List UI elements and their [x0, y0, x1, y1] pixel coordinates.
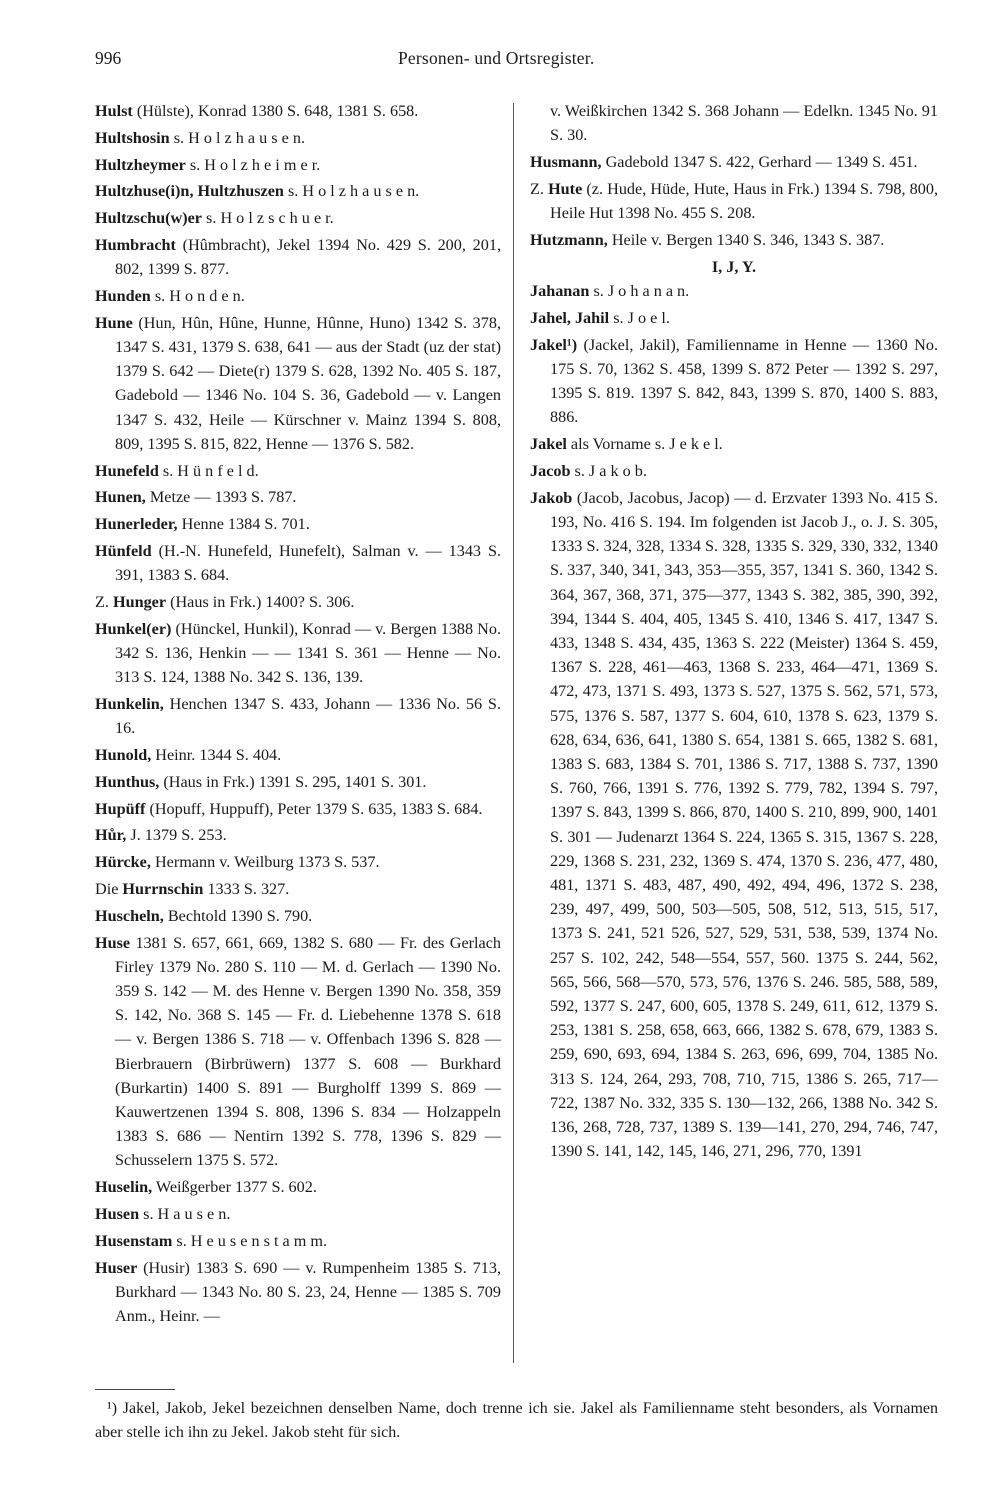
entry-text: (Haus in Frk.) 1391 S. 295, 1401 S. 301. [159, 772, 427, 791]
entry-text: Heinr. 1344 S. 404. [151, 745, 282, 764]
entry-text: (z. Hude, Hüde, Hute, Haus in Frk.) 1394 S. 798, 800, Heile Hut 1398 No. 455 S. 208. [550, 179, 939, 222]
index-entry [95, 153, 501, 177]
entry-headword: Husmann, [530, 153, 602, 171]
entry-text: (Hülste), Konrad 1380 S. 648, 1381 S. 658. [132, 102, 419, 120]
index-entry [530, 99, 938, 147]
entry-text: als Vorname s. J e k e l. [566, 435, 723, 454]
index-entry [95, 311, 501, 456]
entry-text: s. J o e l. [609, 309, 670, 327]
index-entry [95, 1229, 501, 1253]
entry-headword: Jacob [530, 462, 571, 480]
entry-headword: Hultzschu(w)er [95, 209, 202, 228]
entry-text: Henne 1384 S. 701. [177, 515, 310, 534]
index-entry [95, 485, 501, 509]
entry-headword: Husen [95, 1204, 140, 1223]
entry-headword: Hulst [95, 102, 133, 120]
entry-text: (Hun, Hûn, Hûne, Hunne, Hûnne, Huno) 1342 S. 378, 1347 S. 431, 1379 S. 638, 641 — aus der Stadt (uz der stat) 1379 S. 642 — Diete(r) 1379 S. 628, 1392 No. 405 S. 187, Gadebold — 1346 No. 104 S. 36, Gadebold — v. Langen 1347 S. 432, Heile — Kürschner v. Mainz 1394 S. 808, 809, 1395 S. 815, 822, Henne — 1376 S. 582. [115, 313, 501, 453]
entry-headword: Jakel [530, 435, 567, 454]
index-entry [95, 233, 501, 281]
entry-prefix: Z. [95, 592, 113, 611]
index-entry [95, 877, 501, 901]
index-entry [530, 228, 938, 252]
right-column [530, 99, 938, 1163]
index-entry [530, 459, 938, 483]
entry-headword: Hune [95, 313, 133, 332]
index-entry [95, 179, 501, 203]
index-entry [95, 539, 501, 587]
entry-headword: Hunden [95, 286, 151, 305]
index-entry [95, 1256, 501, 1329]
running-title: Personen- und Ortsregister. [398, 48, 595, 68]
index-entry [530, 333, 938, 430]
entry-headword: Hutzmann, [530, 230, 608, 249]
entry-headword: Hultshosin [95, 128, 170, 147]
entry-text: s. J o h a n a n. [589, 282, 690, 301]
entry-text: J. 1379 S. 253. [126, 826, 227, 845]
entry-headword: Hute [548, 179, 583, 198]
entry-headword: Hultzhuse(i)n, Hultzhuszen [95, 182, 284, 201]
index-entry [530, 486, 938, 1164]
entry-headword: Jakel¹) [530, 335, 578, 354]
entry-headword: Hunold, [95, 745, 152, 764]
entry-text: s. H o l z s c h u e r. [202, 209, 334, 228]
entry-text: (Husir) 1383 S. 690 — v. Rumpenheim 1385 S. 713, Burkhard — 1343 No. 80 S. 23, 24, Henne — 1385 S. 709 Anm., Heinr. — [115, 1258, 501, 1325]
entry-headword: Huse [95, 933, 131, 952]
index-entry [95, 823, 501, 847]
index-entry [95, 692, 501, 740]
entry-text: s. J a k o b. [570, 462, 647, 480]
entry-headword: Hunkel(er) [95, 619, 172, 638]
entry-text: (Hopuff, Huppuff), Peter 1379 S. 635, 1383 S. 684. [145, 799, 483, 818]
entry-text: s. H ü n f e l d. [158, 461, 259, 480]
page-number: 996 [95, 48, 122, 68]
entry-text: (Jacob, Jacobus, Jacop) — d. Erzvater 1393 No. 415 S. 193, No. 416 S. 194. Im folgenden ist Jacob J., o. J. S. 305, 1333 S. 324, 328, 1334 S. 328, 1335 S. 329, 330, 332, 1340 S. 337, 340, 341, 343, 353—355, 357, 1341 S. 360, 1342 S. 364, 367, 368, 371, 375—377, 1343 S. 382, 385, 390, 392, 394, 1344 S. 404, 405, 1345 S. 410, 1346 S. 417, 1347 S. 433, 1348 S. 434, 435, 1363 S. 222 (Meister) 1364 S. 459, 1367 S. 228, 461—463, 1368 S. 233, 464—471, 1369 S. 472, 473, 1371 S. 493, 1373 S. 527, 1375 S. 562, 571, 573, 575, 1376 S. 587, 1377 S. 604, 610, 1378 S. 623, 1379 S. 628, 634, 636, 641, 1380 S. 654, 1381 S. 665, 1382 S. 681, 1383 S. 683, 1384 S. 701, 1386 S. 717, 1388 S. 737, 1390 S. 760, 766, 1391 S. 776, 1392 S. 779, 782, 1394 S. 797, 1397 S. 843, 1399 S. 866, 870, 1400 S. 210, 899, 900, 1401 S. 301 — Judenarzt 1364 S. 224, 1365 S. 315, 1367 S. 228, 229, 1368 S. 231, 232, 1369 S. 474, 1370 S. 236, 477, 480, 481, 1371 S. 483, 487, 490, 492, 494, 496, 1372 S. 238, 239, 497, 499, 500, 503—505, 508, 512, 513, 515, 517, 1373 S. 241, 521 526, 527, 529, 531, 538, 539, 1374 No. 257 S. 102, 242, 548—554, 557, 560. 1375 S. 244, 562, 565, 566, 568—570, 573, 576, 1376 S. 246. 585, 588, 589, 592, 1377 S. 247, 600, 605, 1378 S. 249, 611, 612, 1379 S. 253, 1381 S. 258, 658, 663, 666, 1382 S. 678, 679, 1383 S. 259, 690, 693, 694, 1384 S. 263, 696, 699, 704, 1385 No. 313 S. 124, 264, 293, 708, 710, 715, 1386 S. 265, 717—722, 1387 No. 332, 335 S. 130—132, 266, 1388 No. 342 S. 136, 268, 728, 737, 1389 S. 139—141, 270, 294, 746, 747, 1390 S. 141, 142, 145, 146, 271, 296, 770, 1391 [550, 488, 938, 1161]
entry-headword: Huselin, [95, 1178, 153, 1197]
entry-text: s. H o n d e n. [150, 286, 245, 305]
index-entry [95, 284, 501, 308]
index-entry [95, 850, 501, 874]
entry-headword: Jakob [530, 488, 573, 507]
entry-text: (Jackel, Jakil), Familienname in Henne — 1360 No. 175 S. 70, 1362 S. 458, 1399 S. 872 Peter — 1392 S. 297, 1395 S. 819. 1397 S. 842, 843, 1399 S. 870, 1400 S. 883, 886. [550, 335, 938, 427]
index-entry [530, 306, 938, 330]
entry-headword: Humbracht [95, 235, 176, 254]
entry-headword: Husenstam [95, 1231, 173, 1250]
entry-headword: Hünfeld [95, 541, 152, 560]
index-entry [95, 904, 501, 928]
entry-text: s. H a u s e n. [139, 1204, 231, 1223]
index-entry [95, 1202, 501, 1226]
entry-text: 1381 S. 657, 661, 669, 1382 S. 680 — Fr. des Gerlach Firley 1379 No. 280 S. 110 — M. d. Gerlach — 1390 No. 359 S. 142 — M. des Henne v. Bergen 1390 No. 358, 359 S. 142, No. 368 S. 145 — Fr. d. Liebehenne 1378 S. 618 — v. Bergen 1386 S. 718 — v. Offenbach 1396 S. 828 — Bierbrauern (Birbrüwern) 1377 S. 608 — Burkhard (Burkartin) 1400 S. 891 — Burgholff 1399 S. 869 — Kauwertzenen 1394 S. 808, 1396 S. 834 — Holzappeln 1383 S. 686 — Nentirn 1392 S. 778, 1396 S. 829 — Schusselern 1375 S. 572. [115, 933, 501, 1170]
entry-headword: Jahanan [530, 282, 590, 301]
entry-headword: Hupüff [95, 799, 146, 818]
entry-prefix: Z. [530, 179, 549, 198]
entry-text: s. H o l z h a u s e n. [283, 182, 420, 201]
index-entry [95, 1175, 501, 1199]
index-entry [95, 99, 501, 123]
entry-text: Weißgerber 1377 S. 602. [152, 1178, 317, 1197]
entry-headword: Hürcke, [95, 853, 151, 872]
entry-headword: Hůr, [95, 826, 127, 845]
entry-text: Gadebold 1347 S. 422, Gerhard — 1349 S. 451. [601, 153, 918, 171]
index-entry [95, 459, 501, 483]
footnote-rule [95, 1389, 175, 1390]
section-heading: I, J, Y. [711, 258, 757, 276]
index-entry [530, 150, 938, 174]
column-divider [513, 103, 514, 1363]
entry-text: Heile v. Bergen 1340 S. 346, 1343 S. 387. [607, 230, 885, 249]
index-entry [95, 797, 501, 821]
entry-headword: Huscheln, [95, 906, 164, 925]
entry-text: (H.-N. Hunefeld, Hunefelt), Salman v. — 1343 S. 391, 1383 S. 684. [115, 541, 501, 585]
entry-text: (Hûmbracht), Jekel 1394 No. 429 S. 200, 201, 802, 1399 S. 877. [115, 235, 501, 279]
entry-headword: Hunefeld [95, 461, 159, 480]
left-column [95, 99, 501, 1328]
entry-text: (Haus in Frk.) 1400? S. 306. [166, 592, 355, 611]
entry-text: Hermann v. Weilburg 1373 S. 537. [150, 853, 380, 872]
index-entry [95, 590, 501, 614]
entry-text: Henchen 1347 S. 433, Johann — 1336 No. 56 S. 16. [115, 694, 501, 738]
right-column-top-entries [530, 99, 938, 252]
index-entry [95, 126, 501, 150]
index-entry [95, 617, 501, 690]
index-entry [95, 206, 501, 230]
index-entry [95, 770, 501, 794]
index-entry [95, 512, 501, 536]
entry-headword: Hurrnschin [122, 879, 204, 898]
entry-text: (Hünckel, Hunkil), Konrad — v. Bergen 1388 No. 342 S. 136, Henkin — — 1341 S. 361 — Henne — No. 313 S. 124, 1388 No. 342 S. 136, 139. [115, 619, 501, 687]
right-column-bottom-entries [530, 279, 938, 1163]
index-entry [95, 743, 501, 767]
entry-text: Bechtold 1390 S. 790. [163, 906, 313, 925]
entry-headword: Huser [95, 1258, 138, 1277]
entry-headword: Jahel, Jahil [530, 309, 610, 327]
index-entry [530, 279, 938, 303]
entry-headword: Hunerleder, [95, 515, 178, 534]
entry-headword: Hultzheymer [95, 155, 186, 174]
entry-text: s. H o l z h e i m e r. [185, 155, 321, 174]
entry-text: Metze — 1393 S. 787. [145, 488, 297, 507]
entry-text: s. H e u s e n s t a m m. [172, 1231, 328, 1250]
entry-headword: Hunen, [95, 488, 146, 507]
entry-headword: Hunthus, [95, 772, 160, 791]
index-entry [95, 931, 501, 1173]
entry-text: s. H o l z h a u s e n. [169, 128, 306, 147]
entry-headword: Hunkelin, [95, 694, 164, 713]
entry-text: 1333 S. 327. [203, 879, 290, 898]
footnote: ¹) Jakel, Jakob, Jekel bezeichnen denselben Name, doch trenne ich sie. Jakel als Familienname steht besonders, als Vornamen aber stelle ich ihn zu Jekel. Jakob steht für sich. [95, 1400, 938, 1441]
entry-prefix: Die [95, 879, 123, 898]
index-entry [530, 432, 938, 456]
entry-text: v. Weißkirchen 1342 S. 368 Johann — Edelkn. 1345 No. 91 S. 30. [550, 102, 938, 145]
entry-headword: Hunger [112, 592, 167, 611]
index-entry [530, 177, 938, 225]
